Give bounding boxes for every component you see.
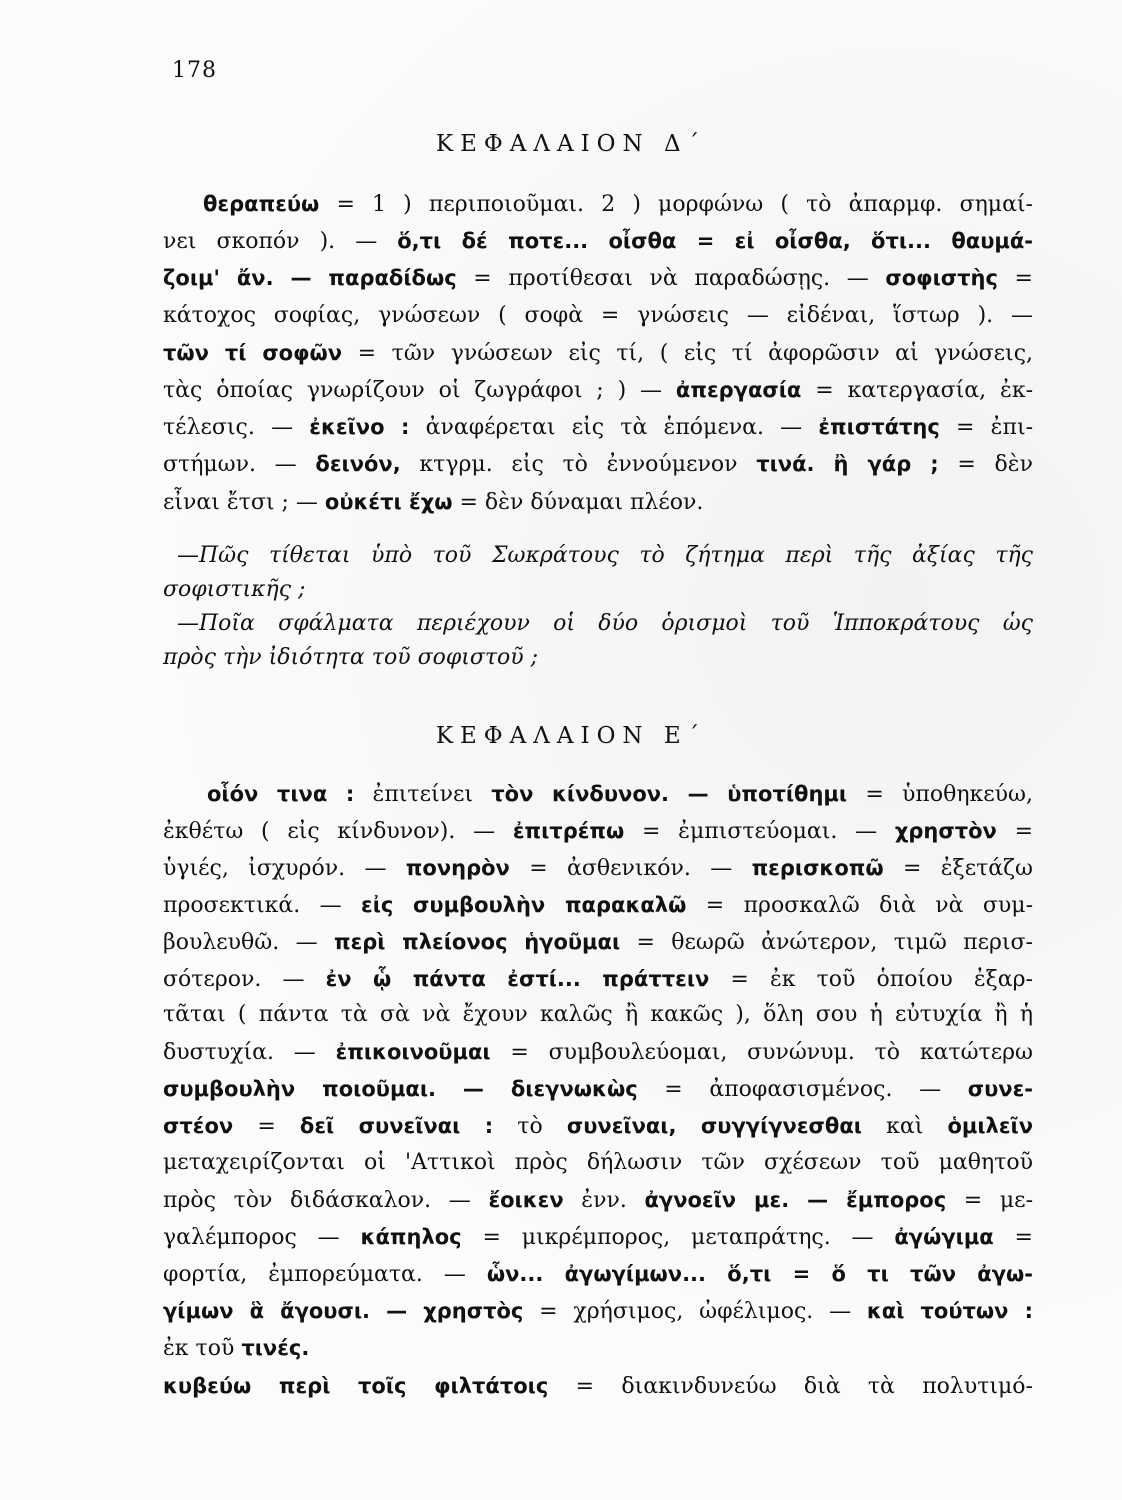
- glossary-term: θεραπεύω: [203, 192, 320, 216]
- glossary-term: ἐκεῖνο :: [309, 415, 410, 440]
- glossary-term: ἀγώγιμα: [894, 1224, 994, 1249]
- glossary-term: περισκοπῶ: [751, 855, 884, 880]
- glossary-definition: ἐπιτείνει: [354, 782, 492, 807]
- glossary-definition: =: [233, 1114, 300, 1140]
- page-number: 178: [172, 58, 217, 83]
- glossary-definition: = με-: [946, 1187, 1033, 1213]
- glossary-definition: νει σκοπόν ). —: [163, 229, 398, 255]
- glossary-definition: φορτία, ἐμπορεύματα. —: [163, 1261, 487, 1287]
- glossary-term: καὶ τούτων :: [866, 1298, 1033, 1323]
- glossary-term: τὸν κίνδυνον. — ὑποτίθημι: [491, 782, 848, 806]
- question-line: —Πῶς τίθεται ὑπὸ τοῦ Σωκράτους τὸ ζήτημα περὶ τῆς ἀξίας τῆς: [177, 543, 1033, 568]
- glossary-definition: = μικρέμπορος, μεταπράτης. —: [461, 1224, 895, 1250]
- text-line: [163, 1255, 1033, 1293]
- text-line: [163, 1218, 1033, 1256]
- glossary-definition: τᾶται ( πάντα τὰ σὰ νὰ ἔχουν καλῶς ἢ κακῶς ), ὅλη σου ἡ εὐτυχία ἢ ἡ: [163, 1002, 1033, 1028]
- chapter-d-heading: ΚΕΦΑΛΑΙΟΝ Δ΄: [435, 131, 707, 157]
- glossary-definition: εἶναι ἔτσι ; —: [163, 489, 325, 515]
- glossary-definition: τὰς ὁποίας γνωρίζουν οἱ ζωγράφοι ; ) —: [163, 378, 676, 403]
- text-line: [163, 1329, 1033, 1367]
- glossary-term: σοφιστὴς: [885, 266, 998, 291]
- glossary-term: ἐν ᾧ πάντα ἐστί... πράττειν: [325, 966, 710, 991]
- glossary-definition: στήμων. —: [163, 452, 316, 478]
- glossary-definition: προσεκτικά. —: [163, 892, 362, 918]
- text-line: [163, 1107, 1033, 1145]
- glossary-term: εἰς συμβουλὴν παρακαλῶ: [361, 892, 687, 917]
- text-line: [163, 812, 1033, 850]
- chapter-e-heading: ΚΕΦΑΛΑΙΟΝ Ε΄: [435, 723, 707, 749]
- text-line: [163, 445, 1033, 483]
- text-line: [163, 334, 1033, 372]
- glossary-definition: = προσκαλῶ διὰ νὰ συμ-: [686, 892, 1034, 918]
- glossary-term: συνεῖναι, συγγίγνεσθαι: [566, 1114, 862, 1139]
- glossary-definition: = προτίθεσαι νὰ παραδώσῃς. —: [456, 266, 886, 292]
- glossary-term: δεῖ συνεῖναι :: [299, 1114, 494, 1139]
- glossary-term: κυβεύω περὶ τοῖς φιλτάτοις: [163, 1374, 549, 1399]
- glossary-term: οὐκέτι ἔχω: [324, 489, 453, 514]
- glossary-definition: =: [996, 818, 1034, 844]
- question-line: σοφιστικῆς ;: [163, 577, 306, 602]
- glossary-term: ὅ,τι δέ ποτε... οἶσθα = εἰ οἶσθα, ὅτι... θαυμά-: [397, 229, 1033, 254]
- text-line: [163, 408, 1033, 446]
- glossary-term: ἐπιτρέπω: [512, 818, 625, 843]
- glossary-term: συμβουλὴν ποιοῦμαι. — διεγνωκὼς: [163, 1077, 638, 1102]
- glossary-term: πονηρὸν: [405, 855, 510, 880]
- glossary-term: ὧν... ἀγωγίμων... ὅ,τι = ὅ τι τῶν ἀγω-: [486, 1261, 1033, 1286]
- glossary-definition: ἐκθέτω ( εἰς κίνδυνον). —: [163, 818, 513, 844]
- glossary-definition: =: [997, 266, 1033, 292]
- glossary-definition: = ἀσθενικόν. —: [509, 855, 752, 881]
- text-line: [203, 185, 1033, 223]
- glossary-definition: = ἐπι-: [939, 415, 1034, 441]
- text-line: [163, 886, 1033, 924]
- glossary-definition: δυστυχία. —: [163, 1040, 336, 1066]
- text-line: [163, 1070, 1033, 1108]
- glossary-term: ἔοικεν: [488, 1187, 564, 1212]
- glossary-definition: = ἐκ τοῦ ὁποίου ἐξαρ-: [709, 966, 1033, 992]
- glossary-term: γίμων ἃ ἄγουσι. — χρηστὸς: [163, 1298, 524, 1323]
- glossary-term: τινά. ἢ γάρ ;: [756, 452, 939, 477]
- glossary-term: ἐπιστάτης: [818, 415, 940, 440]
- glossary-term: τῶν τί σοφῶν: [163, 340, 343, 365]
- text-line: [163, 222, 1033, 260]
- glossary-definition: = χρήσιμος, ὠφέλιμος. —: [523, 1298, 867, 1324]
- text-line: [163, 960, 1033, 998]
- glossary-definition: κάτοχος σοφίας, γνώσεων ( σοφὰ = γνώσεις — εἰδέναι, ἵστωρ ). —: [163, 302, 1033, 328]
- glossary-definition: κτγρμ. εἰς τὸ ἐννούμενον: [400, 452, 757, 478]
- glossary-definition: πρὸς τὸν διδάσκαλον. —: [163, 1187, 489, 1213]
- glossary-definition: = θεωρῶ ἀνώτερον, τιμῶ περισ-: [620, 929, 1033, 955]
- glossary-definition: ἀναφέρεται εἰς τὰ ἑπόμενα. —: [409, 415, 819, 441]
- text-line: [163, 259, 1033, 297]
- glossary-definition: = δὲν δύναμαι πλέον.: [452, 489, 704, 515]
- question-line: —Ποῖα σφάλματα περιέχουν οἱ δύο ὁρισμοὶ τοῦ Ἱπποκράτους ὡς: [177, 611, 1033, 636]
- glossary-term: ζοιμ' ἄν. — παραδίδως: [163, 266, 457, 291]
- text-line: [163, 1144, 1033, 1182]
- glossary-term: ἀγνοεῖν με. — ἔμπορος: [644, 1187, 947, 1212]
- glossary-definition: = 1 ) περιποιοῦμαι. 2 ) μορφώνω ( τὸ ἀπαρμφ. σημαί-: [319, 192, 1033, 217]
- glossary-term: κάπηλος: [360, 1224, 462, 1249]
- glossary-definition: ὑγιές, ἰσχυρόν. —: [163, 855, 406, 881]
- text-line: [207, 775, 1033, 813]
- glossary-definition: = διακινδυνεύω διὰ τὰ πολυτιμό-: [548, 1374, 1033, 1400]
- glossary-definition: καὶ: [861, 1114, 948, 1140]
- glossary-definition: βουλευθῶ. —: [163, 929, 334, 955]
- text-line: [163, 297, 1033, 335]
- glossary-definition: ἐκ τοῦ: [163, 1335, 242, 1361]
- glossary-definition: = κατεργασία, ἐκ-: [801, 378, 1033, 403]
- glossary-definition: =: [993, 1224, 1033, 1250]
- glossary-definition: τέλεσις. —: [163, 415, 310, 441]
- text-line: [163, 1033, 1033, 1071]
- glossary-term: ἀπεργασία: [675, 378, 802, 402]
- glossary-term: οἷόν τινα :: [207, 782, 355, 806]
- text-line: [163, 1181, 1033, 1219]
- glossary-term: συνε-: [967, 1077, 1033, 1102]
- text-line: [163, 483, 1033, 521]
- glossary-term: χρηστὸν: [894, 818, 997, 843]
- glossary-definition: = τῶν γνώσεων εἰς τί, ( εἰς τί ἀφορῶσιν αἱ γνώσεις,: [342, 340, 1034, 366]
- glossary-definition: = ἐμπιστεύομαι. —: [624, 818, 895, 844]
- glossary-definition: γαλέμπορος —: [163, 1224, 361, 1250]
- glossary-definition: = ἐξετάζω: [883, 855, 1033, 881]
- text-line: [163, 371, 1033, 409]
- glossary-definition: = ὑποθηκεύω,: [847, 782, 1033, 807]
- glossary-definition: = δὲν: [938, 452, 1033, 478]
- question-line: πρὸς τὴν ἰδιότητα τοῦ σοφιστοῦ ;: [163, 645, 539, 670]
- glossary-term: δεινόν,: [315, 452, 401, 477]
- glossary-term: τινές.: [241, 1335, 310, 1360]
- glossary-definition: σότερον. —: [163, 966, 326, 992]
- glossary-term: στέον: [163, 1114, 234, 1139]
- text-line: [163, 996, 1033, 1034]
- glossary-definition: = συμβουλεύομαι, συνώνυμ. τὸ κατώτερω: [490, 1040, 1033, 1066]
- text-line: [163, 849, 1033, 887]
- glossary-term: περὶ πλείονος ἡγοῦμαι: [333, 929, 621, 954]
- glossary-definition: τὸ: [493, 1114, 567, 1140]
- text-line: [163, 1292, 1033, 1330]
- glossary-definition: = ἀποφασισμένος. —: [637, 1077, 968, 1103]
- glossary-term: ἐπικοινοῦμαι: [335, 1040, 491, 1065]
- glossary-definition: μεταχειρίζονται οἱ 'Αττικοὶ πρὸς δήλωσιν τῶν σχέσεων τοῦ μαθητοῦ: [163, 1150, 1033, 1175]
- glossary-term: ὁμιλεῖν: [947, 1114, 1034, 1139]
- glossary-definition: ἐνν.: [563, 1187, 645, 1213]
- text-line: [163, 1367, 1033, 1405]
- text-line: [163, 923, 1033, 961]
